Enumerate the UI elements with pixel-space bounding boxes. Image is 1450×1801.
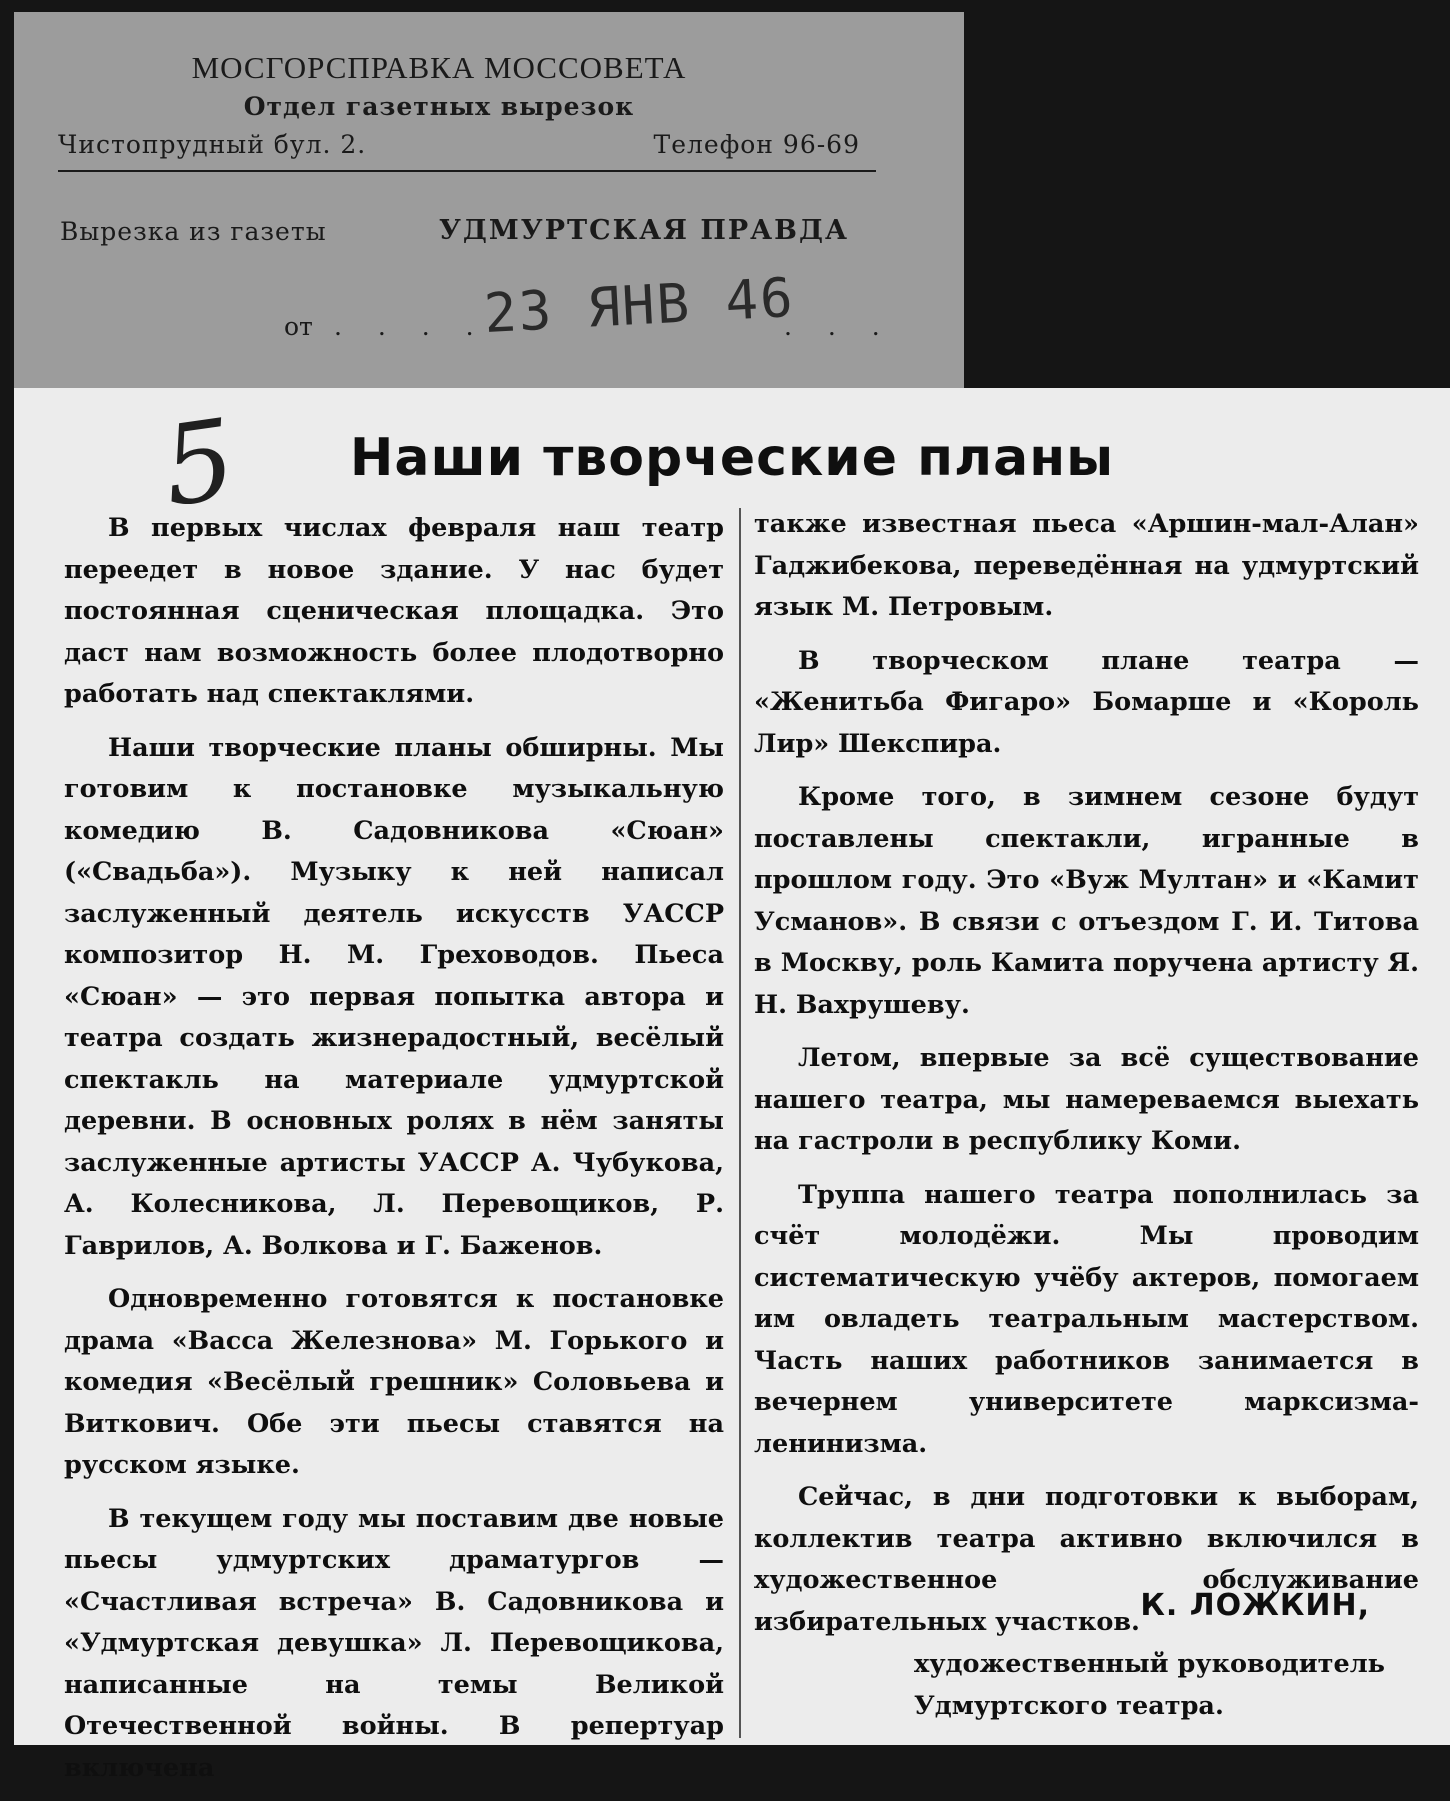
clipping-service-stamp bbox=[14, 12, 964, 402]
column-divider bbox=[739, 508, 741, 1738]
stamp-phone: Телефон 96-69 bbox=[653, 130, 860, 159]
article-column-right bbox=[754, 504, 1419, 1655]
stamp-clip-label: Вырезка из газеты bbox=[60, 217, 327, 246]
paragraph: Сейчас, в дни подготовки к выборам, коллектив театра активно включился в художественное обслуживание избирательных участков. bbox=[754, 1482, 1419, 1637]
stamp-divider bbox=[58, 170, 876, 172]
handwritten-number: 5 bbox=[155, 394, 243, 532]
stamp-title: МОСГОРСПРАВКА МОССОВЕТА bbox=[191, 50, 687, 85]
stamp-dots-leading: . . . . bbox=[334, 312, 488, 341]
article-column-left bbox=[64, 508, 724, 1801]
paragraph: В текущем году мы поставим две новые пьесы удмуртских драматургов — «Счастливая встреча» В. Садовникова и «Удмуртская девушка» Л. Перевощикова, написанные на темы Великой Отечественной войны. В репертуар включена bbox=[64, 1503, 724, 1783]
paragraph: Кроме того, в зимнем сезоне будут поставлены спектакли, игранные в прошлом году. Это «Вуж Мултан» и «Камит Усманов». В связи с отъездом Г. И. Титова в Москву, роль Камита поручена артисту Я. Н. Вахрушеву. bbox=[754, 782, 1419, 1020]
stamp-address: Чистопрудный бул. 2. bbox=[58, 130, 367, 159]
paragraph: Летом, впервые за всё существование нашего театра, мы намереваемся выехать на гастроли в республику Коми. bbox=[754, 1043, 1419, 1156]
article-headline: Наши творческие планы bbox=[349, 428, 1115, 488]
paragraph: Труппа нашего театра пополнилась за счёт молодёжи. Мы проводим систематическую учёбу актеров, помогаем им овладеть театральным мастерством. Часть наших работников занимается в вечернем университете марксизма-ленинизма. bbox=[754, 1179, 1419, 1459]
paragraph: Наши творческие планы обширны. Мы готовим к постановке музыкальную комедию В. Садовникова «Сюан» («Свадьба»). Музыку к ней написал заслуженный деятель искусств УАССР композитор Н. М. Греховодов. Пьеса «Сюан» — это первая попытка автора и театра создать жизнерадостный, весёлый спектакль на материале удмуртской деревни. В основных ролях в нём заняты заслуженные артисты УАССР А. Чубукова, А. Колесникова, Л. Перевощиков, Р. Гаврилов, А. Волкова и Г. Баженов. bbox=[64, 732, 724, 1261]
paragraph: В творческом плане театра — «Женитьба Фигаро» Бомарше и «Король Лир» Шекспира. bbox=[754, 645, 1419, 759]
paragraph-continuation: также известная пьеса «Аршин-мал-Алан» Гаджибекова, переведённая на удмуртский язык М. Петровым. bbox=[754, 509, 1419, 622]
author-name: К. ЛОЖКИН, bbox=[1140, 1588, 1370, 1623]
paragraph: Одновременно готовятся к постановке драма «Васса Железнова» М. Горького и комедия «Весёлый грешник» Соловьева и Виткович. Обе эти пьесы ставятся на русском языке. bbox=[64, 1284, 724, 1480]
stamp-date: 23 ЯНВ 46 bbox=[482, 265, 797, 346]
newspaper-clipping bbox=[14, 388, 1450, 1783]
stamp-from-label: от bbox=[284, 312, 313, 341]
author-role: художественный руководитель Удмуртского театра. bbox=[914, 1649, 1385, 1721]
stamp-department: Отдел газетных вырезок bbox=[243, 92, 635, 121]
stamp-dots-trailing: . . . bbox=[784, 312, 894, 341]
paragraph: В первых числах февраля наш театр переедет в новое здание. У нас будет постоянная сценическая площадка. Это даст нам возможность более плодотворно работать над спектаклями. bbox=[64, 513, 724, 709]
stamp-newspaper-name: УДМУРТСКАЯ ПРАВДА bbox=[439, 215, 849, 246]
